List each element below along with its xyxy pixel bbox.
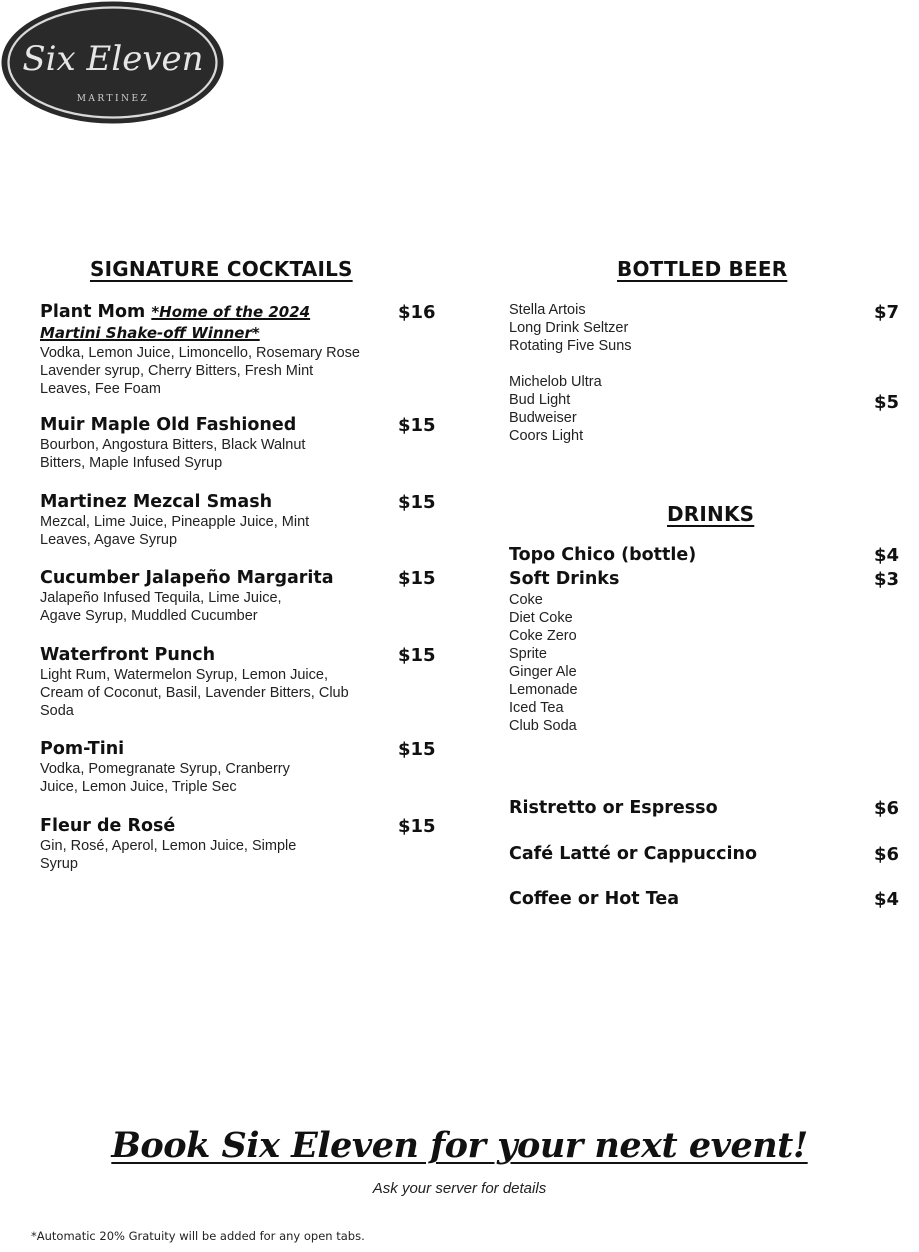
coffee-item-name: Ristretto or Espresso: [509, 798, 718, 818]
topo-chico-price: $4: [873, 545, 899, 566]
cocktail-price: $16: [398, 302, 436, 323]
cocktails-heading: SIGNATURE COCKTAILS: [90, 257, 353, 281]
beer-item: Michelob Ultra: [509, 374, 602, 390]
logo-location: MARTINEZ: [76, 94, 150, 104]
cocktail-name: Plant Mom: [40, 302, 146, 322]
logo-script: Six Eleven: [22, 39, 204, 79]
award-note: *Home of the 2024: [151, 303, 311, 321]
book-event-banner: Book Six Eleven for your next event!: [111, 1125, 808, 1166]
cocktail-description: Gin, Rosé, Aperol, Lemon Juice, Simple Syrup: [40, 838, 297, 872]
cocktail-name: Fleur de Rosé: [40, 816, 176, 836]
gratuity-note: *Automatic 20% Gratuity will be added for any open tabs.: [31, 1229, 365, 1243]
beer-item: Long Drink Seltzer: [509, 320, 629, 336]
drinks-heading: DRINKS: [667, 502, 755, 526]
cocktail-description: Mezcal, Lime Juice, Pineapple Juice, Mint Leaves, Agave Syrup: [40, 514, 310, 548]
soft-drink-item: Coke: [509, 592, 543, 608]
cocktail-price: $15: [398, 645, 436, 666]
beer-item: Bud Light: [509, 392, 571, 408]
cocktail-price: $15: [398, 739, 436, 760]
cocktail-description: Vodka, Pomegranate Syrup, Cranberry Juice, Lemon Juice, Triple Sec: [40, 761, 290, 795]
cocktail-item: [40, 492, 435, 549]
beer-list-2: [509, 373, 602, 445]
cocktail-price: $15: [398, 492, 436, 513]
soft-drink-item: Diet Coke: [509, 610, 573, 626]
soft-drink-item: Sprite: [509, 646, 547, 662]
beer-heading: BOTTLED BEER: [617, 257, 788, 281]
cocktail-item: [40, 816, 435, 873]
cocktail-item: [40, 645, 435, 720]
cocktail-name: Pom-Tini: [40, 739, 125, 759]
cocktail-item: [40, 415, 435, 472]
beer-item: Budweiser: [509, 410, 577, 426]
cocktail-description: Bourbon, Angostura Bitters, Black Walnut Bitters, Maple Infused Syrup: [40, 437, 306, 471]
cocktail-description: Light Rum, Watermelon Syrup, Lemon Juice, Cream of Coconut, Basil, Lavender Bitters, Club Soda: [40, 667, 349, 719]
soft-drink-item: Club Soda: [509, 718, 577, 734]
coffee-item-price: $6: [873, 844, 899, 865]
cocktail-description: Jalapeño Infused Tequila, Lime Juice, Agave Syrup, Muddled Cucumber: [40, 590, 282, 624]
soft-drink-item: Coke Zero: [509, 628, 577, 644]
cocktail-description: Vodka, Lemon Juice, Limoncello, Rosemary Rose Lavender syrup, Cherry Bitters, Fresh Mint Leaves, Fee Foam: [40, 345, 360, 397]
book-event-subtitle: Ask your server for details: [372, 1180, 547, 1197]
beer-price-2: $5: [873, 392, 899, 413]
soft-drinks-list: [509, 591, 578, 735]
beer-list-1: [509, 301, 632, 355]
cocktail-name: Martinez Mezcal Smash: [40, 492, 273, 512]
beer-price-1: $7: [873, 302, 899, 323]
soft-drinks-price: $3: [873, 569, 899, 590]
beer-item: Rotating Five Suns: [509, 338, 632, 354]
cocktail-name: Muir Maple Old Fashioned: [40, 415, 297, 435]
coffee-item-price: $6: [873, 798, 899, 819]
beer-item: Coors Light: [509, 428, 584, 444]
soft-drink-item: Ginger Ale: [509, 664, 577, 680]
cocktail-item: [40, 739, 435, 796]
cocktail-price: $15: [398, 415, 436, 436]
cocktail-item: [40, 568, 435, 625]
cocktail-item: [40, 302, 435, 398]
coffee-item-name: Café Latté or Cappuccino: [509, 844, 758, 864]
beer-item: Stella Artois: [509, 302, 586, 318]
coffee-item-name: Coffee or Hot Tea: [509, 889, 680, 909]
cocktail-name: Cucumber Jalapeño Margarita: [40, 568, 334, 588]
coffee-item-price: $4: [873, 889, 899, 910]
cocktail-price: $15: [398, 568, 436, 589]
cocktail-price: $15: [398, 816, 436, 837]
soft-drink-item: Iced Tea: [509, 700, 564, 716]
soft-drink-item: Lemonade: [509, 682, 578, 698]
six-eleven-logo: [0, 0, 225, 125]
award-note-cont: Martini Shake-off Winner*: [40, 324, 260, 342]
cocktail-name: Waterfront Punch: [40, 645, 216, 665]
topo-chico-name: Topo Chico (bottle): [509, 545, 697, 565]
soft-drinks-name: Soft Drinks: [509, 569, 620, 589]
